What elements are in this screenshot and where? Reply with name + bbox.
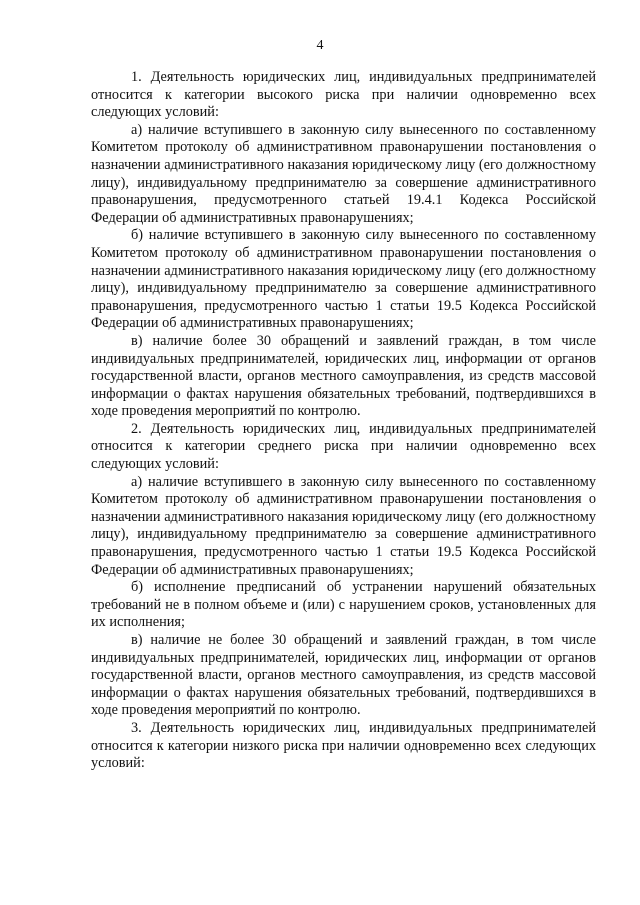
paragraph-3-low-risk: 3. Деятельность юридических лиц, индивидуальных предпринимателей относится к категории низкого риска при наличии одновременно всех следующих условий: [91,719,596,772]
paragraph-2v: в) наличие не более 30 обращений и заявлений граждан, в том числе индивидуальных предпринимателей, юридических лиц, информации от органов государственной власти, органов местного самоуправления, из средств массовой информации о фактах нарушения обязательных требований, подтвердившихся в ходе проведения мероприятий по контролю. [91,632,596,719]
paragraph-2-medium-risk: 2. Деятельность юридических лиц, индивидуальных предпринимателей относится к категории среднего риска при наличии одновременно всех следующих условий: [91,420,596,473]
paragraph-1a: а) наличие вступившего в законную силу вынесенного по составленному Комитетом протоколу об административном правонарушении постановления о назначении административного наказания юридическому лицу (его должностному лицу), индивидуальному предпринимателю за совершение административного правонарушения, предусмотренного статьей 19.4.1 Кодекса Российской Федерации об административных правонарушениях; [91,121,596,226]
paragraph-2a: а) наличие вступившего в законную силу вынесенного по составленному Комитетом протоколу об административном правонарушении постановления о назначении административного наказания юридическому лицу (его должностному лицу), индивидуальному предпринимателю за совершение административного правонарушения, предусмотренного частью 1 статьи 19.5 Кодекса Российской Федерации об административных правонарушениях; [91,473,596,578]
paragraph-1v: в) наличие более 30 обращений и заявлений граждан, в том числе индивидуальных предпринимателей, юридических лиц, информации от органов государственной власти, органов местного самоуправления, из средств массовой информации о фактах нарушения обязательных требований, подтвердившихся в ходе проведения мероприятий по контролю. [91,332,596,420]
page-number: 4 [316,38,324,53]
paragraph-1-high-risk: 1. Деятельность юридических лиц, индивидуальных предпринимателей относится к категории высокого риска при наличии одновременно всех следующих условий: [91,69,596,121]
paragraph-2b: б) исполнение предписаний об устранении нарушений обязательных требований не в полном объеме и (или) с нарушением сроков, установленных для их исполнения; [91,579,596,631]
paragraph-1b: б) наличие вступившего в законную силу вынесенного по составленному Комитетом протоколу об административном правонарушении постановления о назначении административного наказания юридическому лицу (его должностному лицу), индивидуальному предпринимателю за совершение административного правонарушения, предусмотренного частью 1 статьи 19.5 Кодекса Российской Федерации об административных правонарушениях; [91,227,596,332]
document-body [91,69,596,773]
